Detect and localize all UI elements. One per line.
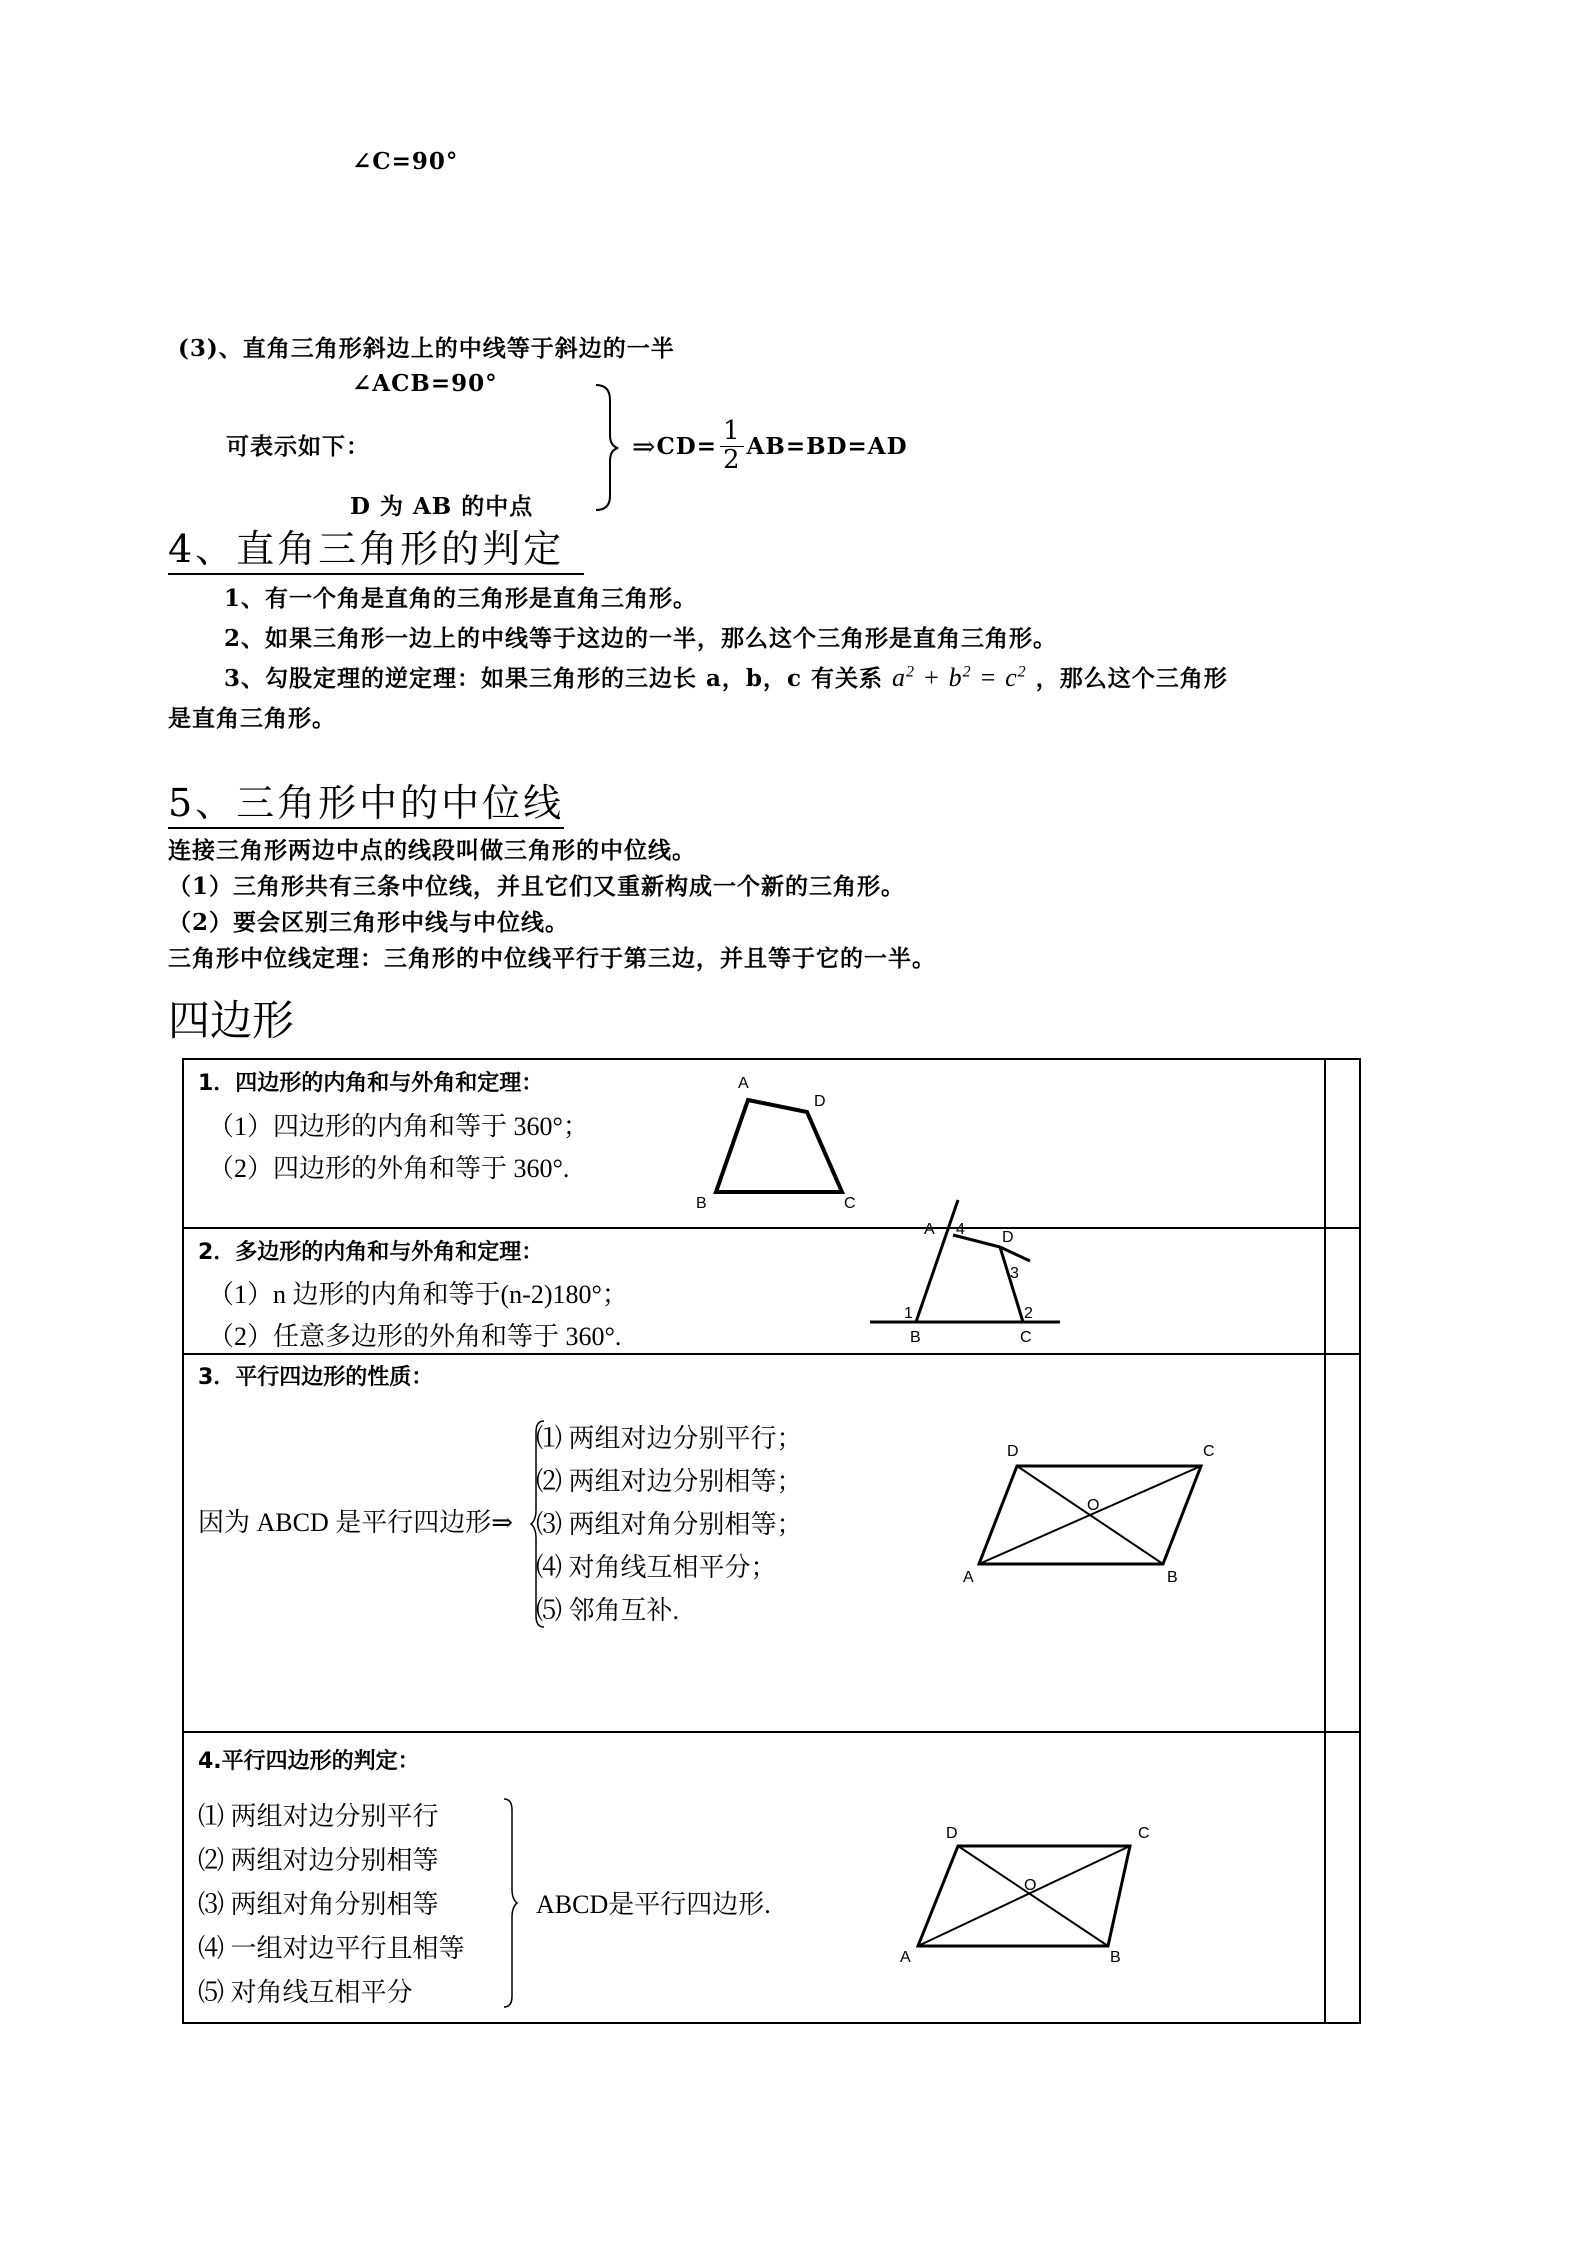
section-5-heading: 5、三角形中的中位线 bbox=[168, 772, 564, 827]
angle-c-condition: ∠C=90° bbox=[352, 148, 459, 175]
conclusion bbox=[632, 416, 908, 476]
table-divider-2 bbox=[182, 1353, 1360, 1355]
condition-midpoint: D 为 AB 的中点 bbox=[350, 493, 534, 520]
condition-right-angle: ∠ACB=90° bbox=[352, 370, 498, 397]
conclusion-right: AB=BD=AD bbox=[746, 432, 908, 460]
parallelogram-figure bbox=[955, 1440, 1215, 1590]
quadrilateral-heading: 四边形 bbox=[168, 996, 295, 1045]
vertex-label-a: A bbox=[963, 1569, 974, 1586]
row-3-lead: 因为 ABCD 是平行四边形⇒ bbox=[198, 1508, 514, 1537]
vertex-label-a: A bbox=[924, 1221, 935, 1238]
vertex-label-a: A bbox=[738, 1075, 749, 1092]
row-1-title: 1．四边形的内角和与外角和定理： bbox=[198, 1071, 544, 1096]
center-label-o: O bbox=[1087, 1497, 1100, 1514]
table-column-divider bbox=[1324, 1058, 1326, 2024]
fraction-numerator: 1 bbox=[720, 418, 744, 446]
angle-label-2: 2 bbox=[1024, 1305, 1033, 1322]
vertex-label-b: B bbox=[1110, 1949, 1121, 1966]
vertex-label-d: D bbox=[1007, 1443, 1019, 1460]
vertex-label-d: D bbox=[814, 1093, 826, 1110]
property-item-4: ⑷ 对角线互相平分； bbox=[536, 1553, 777, 1582]
section-4-item-3 bbox=[224, 660, 1228, 693]
table-border-bottom bbox=[182, 2022, 1360, 2024]
center-label-o: O bbox=[1024, 1877, 1037, 1894]
fraction-one-half bbox=[720, 418, 744, 474]
brace-icon bbox=[592, 380, 622, 515]
conclusion-left: CD= bbox=[656, 432, 717, 460]
property-item-3: ⑶ 两组对角分别相等； bbox=[536, 1510, 803, 1539]
vertex-label-b: B bbox=[1167, 1569, 1178, 1586]
vertex-label-c: C bbox=[1203, 1443, 1215, 1460]
expression-label: 可表示如下： bbox=[226, 433, 370, 460]
vertex-label-b: B bbox=[910, 1329, 921, 1346]
parallelogram-figure bbox=[890, 1818, 1180, 1968]
vertex-label-b: B bbox=[696, 1195, 707, 1212]
section-4-heading: 4、直角三角形的判定 bbox=[168, 518, 584, 573]
table-border-top bbox=[182, 1058, 1360, 1060]
vertex-label-c: C bbox=[844, 1195, 856, 1212]
table-border-left bbox=[182, 1058, 184, 2024]
criterion-item-5: ⑸ 对角线互相平分 bbox=[198, 1978, 413, 2007]
pythagorean-formula: $a^2 + b^2 = c^2$ bbox=[892, 663, 1027, 692]
angle-label-3: 3 bbox=[1010, 1265, 1019, 1282]
vertex-label-c: C bbox=[1138, 1825, 1150, 1842]
section-5-line-2: （1）三角形共有三条中位线，并且它们又重新构成一个新的三角形。 bbox=[168, 873, 906, 900]
section-4-item-1: 1、有一个角是直角的三角形是直角三角形。 bbox=[224, 585, 698, 612]
section-5-line-4: 三角形中位线定理：三角形的中位线平行于第三边，并且等于它的一半。 bbox=[168, 945, 936, 972]
angle-label-1: 1 bbox=[904, 1305, 913, 1322]
row-1-line-2: （2）四边形的外角和等于 360°. bbox=[208, 1154, 570, 1183]
section-4-item-3-line-2: 是直角三角形。 bbox=[168, 705, 336, 732]
row-4-title: 4.平行四边形的判定： bbox=[198, 1749, 420, 1774]
row-2-line-2: （2）任意多边形的外角和等于 360°. bbox=[208, 1322, 622, 1351]
vertex-label-c: C bbox=[1020, 1329, 1032, 1346]
item-3-suffix: ，那么这个三角形 bbox=[1035, 665, 1228, 692]
implies-arrow: ⇒ bbox=[632, 429, 657, 463]
property-item-2: ⑵ 两组对边分别相等； bbox=[536, 1467, 803, 1496]
row-3-title: 3．平行四边形的性质： bbox=[198, 1365, 434, 1390]
angle-label-4: 4 bbox=[956, 1221, 965, 1238]
criterion-result: ABCD是平行四边形. bbox=[536, 1890, 771, 1919]
vertex-label-d: D bbox=[1002, 1229, 1014, 1246]
row-1-line-1: （1）四边形的内角和等于 360°； bbox=[208, 1112, 589, 1141]
property-item-1: ⑴ 两组对边分别平行； bbox=[536, 1424, 803, 1453]
median-property-title: (3)、直角三角形斜边上的中线等于斜边的一半 bbox=[178, 335, 675, 362]
row-2-line-1: （1）n 边形的内角和等于(n-2)180°； bbox=[208, 1280, 628, 1309]
criterion-item-1: ⑴ 两组对边分别平行 bbox=[198, 1802, 439, 1831]
criterion-item-4: ⑷ 一组对边平行且相等 bbox=[198, 1934, 465, 1963]
quadrilateral-figure bbox=[690, 1068, 880, 1218]
brace-icon bbox=[500, 1796, 520, 2010]
fraction-denominator: 2 bbox=[723, 444, 741, 475]
table-divider-1 bbox=[182, 1227, 1360, 1229]
criterion-item-2: ⑵ 两组对边分别相等 bbox=[198, 1846, 439, 1875]
table-border-right bbox=[1359, 1058, 1361, 2024]
criterion-item-3: ⑶ 两组对角分别相等 bbox=[198, 1890, 439, 1919]
vertex-label-d: D bbox=[946, 1825, 958, 1842]
table-divider-3 bbox=[182, 1731, 1360, 1733]
section-5-line-3: （2）要会区别三角形中线与中位线。 bbox=[168, 909, 570, 936]
row-2-title: 2．多边形的内角和与外角和定理： bbox=[198, 1240, 544, 1265]
section-5-line-1: 连接三角形两边中点的线段叫做三角形的中位线。 bbox=[168, 837, 696, 864]
polygon-exterior-angles-figure bbox=[860, 1190, 1070, 1350]
property-item-5: ⑸ 邻角互补. bbox=[536, 1596, 680, 1625]
item-3-prefix: 3、勾股定理的逆定理：如果三角形的三边长 a，b，c 有关系 bbox=[224, 665, 884, 692]
section-4-item-2: 2、如果三角形一边上的中线等于这边的一半，那么这个三角形是直角三角形。 bbox=[224, 625, 1058, 652]
vertex-label-a: A bbox=[900, 1949, 911, 1966]
